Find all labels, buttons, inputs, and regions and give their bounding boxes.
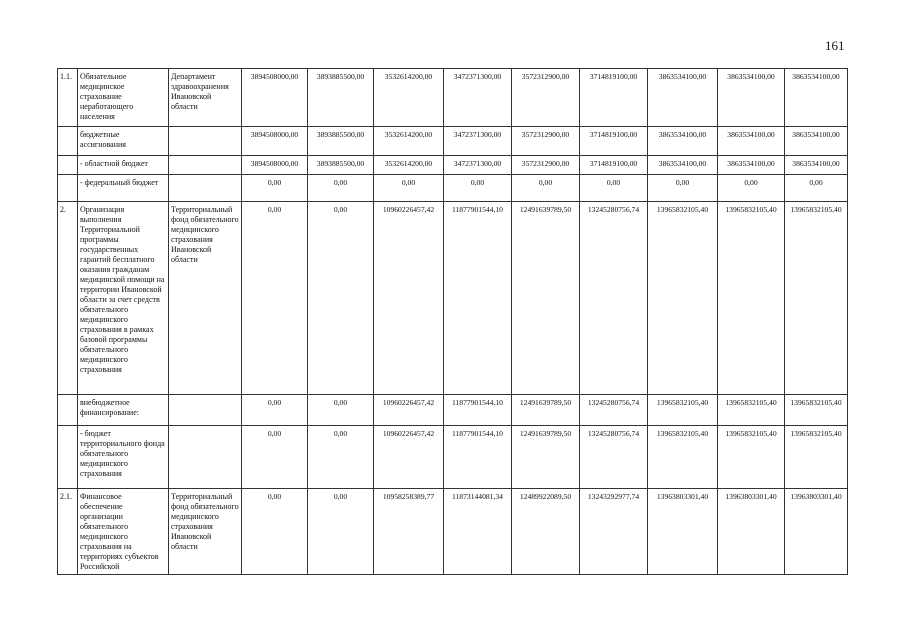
cell-value: 0,00 bbox=[512, 175, 580, 202]
cell-value: 0,00 bbox=[718, 175, 785, 202]
cell-value: 3714819100,00 bbox=[580, 156, 648, 175]
table-row bbox=[58, 69, 848, 127]
row-name: - федеральный бюджет bbox=[78, 175, 169, 202]
cell-value: 13965832105,40 bbox=[718, 202, 785, 395]
cell-value: 0,00 bbox=[648, 175, 718, 202]
cell-value: 11877901544,10 bbox=[444, 395, 512, 426]
cell-value: 3863534100,00 bbox=[785, 156, 848, 175]
row-executor: Департамент здравоохранения Ивановской области bbox=[169, 69, 242, 127]
cell-value: 13965832105,40 bbox=[785, 202, 848, 395]
cell-value: 13965832105,40 bbox=[648, 395, 718, 426]
cell-value: 12491639789,50 bbox=[512, 395, 580, 426]
cell-value: 0,00 bbox=[308, 202, 374, 395]
cell-value: 0,00 bbox=[785, 175, 848, 202]
cell-value: 10960226457,42 bbox=[374, 426, 444, 489]
cell-value: 13965832105,40 bbox=[718, 426, 785, 489]
row-index: 2. bbox=[58, 202, 78, 395]
cell-value: 3532614200,00 bbox=[374, 69, 444, 127]
cell-value: 13245280756,74 bbox=[580, 426, 648, 489]
row-index: 2.1. bbox=[58, 489, 78, 575]
cell-value: 11877901544,10 bbox=[444, 426, 512, 489]
cell-value: 0,00 bbox=[242, 395, 308, 426]
cell-value: 3572312900,00 bbox=[512, 127, 580, 156]
cell-value: 12491639789,50 bbox=[512, 426, 580, 489]
row-name: бюджетные ассигнования bbox=[78, 127, 169, 156]
table-row bbox=[58, 156, 848, 175]
cell-value: 3532614200,00 bbox=[374, 156, 444, 175]
cell-value: 3894508000,00 bbox=[242, 69, 308, 127]
table-row bbox=[58, 175, 848, 202]
cell-value: 10960226457,42 bbox=[374, 395, 444, 426]
cell-value: 3863534100,00 bbox=[648, 127, 718, 156]
row-name: Обязательное медицинское страхование неработающего населения bbox=[78, 69, 169, 127]
cell-value: 12491639789,50 bbox=[512, 202, 580, 395]
cell-value: 0,00 bbox=[242, 489, 308, 575]
row-index bbox=[58, 156, 78, 175]
cell-value: 0,00 bbox=[242, 426, 308, 489]
row-executor bbox=[169, 426, 242, 489]
cell-value: 3572312900,00 bbox=[512, 69, 580, 127]
cell-value: 0,00 bbox=[308, 489, 374, 575]
cell-value: 0,00 bbox=[374, 175, 444, 202]
row-name: внебюджетное финансирование: bbox=[78, 395, 169, 426]
cell-value: 13963803301,40 bbox=[648, 489, 718, 575]
cell-value: 3532614200,00 bbox=[374, 127, 444, 156]
cell-value: 0,00 bbox=[242, 202, 308, 395]
row-index bbox=[58, 127, 78, 156]
cell-value: 13965832105,40 bbox=[785, 395, 848, 426]
cell-value: 10960226457,42 bbox=[374, 202, 444, 395]
cell-value: 13965832105,40 bbox=[648, 426, 718, 489]
row-name: - бюджет территориального фонда обязательного медицинского страхования bbox=[78, 426, 169, 489]
row-executor bbox=[169, 156, 242, 175]
cell-value: 3863534100,00 bbox=[785, 127, 848, 156]
cell-value: 3893885500,00 bbox=[308, 156, 374, 175]
table-row bbox=[58, 489, 848, 575]
cell-value: 3472371300,00 bbox=[444, 127, 512, 156]
cell-value: 0,00 bbox=[308, 426, 374, 489]
cell-value: 0,00 bbox=[308, 395, 374, 426]
cell-value: 3863534100,00 bbox=[718, 127, 785, 156]
cell-value: 0,00 bbox=[444, 175, 512, 202]
cell-value: 3893885500,00 bbox=[308, 69, 374, 127]
row-executor bbox=[169, 127, 242, 156]
cell-value: 13963803301,40 bbox=[718, 489, 785, 575]
row-name: Финансовое обеспечение организации обязательного медицинского страхования на территориях субъектов Российской bbox=[78, 489, 169, 575]
cell-value: 0,00 bbox=[580, 175, 648, 202]
cell-value: 3863534100,00 bbox=[648, 69, 718, 127]
cell-value: 3714819100,00 bbox=[580, 69, 648, 127]
cell-value: 11873144081,34 bbox=[444, 489, 512, 575]
cell-value: 3472371300,00 bbox=[444, 69, 512, 127]
row-executor: Территориальный фонд обязательного медицинского страхования Ивановской области bbox=[169, 202, 242, 395]
cell-value: 13245280756,74 bbox=[580, 202, 648, 395]
cell-value: 3714819100,00 bbox=[580, 127, 648, 156]
cell-value: 12489922089,50 bbox=[512, 489, 580, 575]
row-index bbox=[58, 426, 78, 489]
table-row bbox=[58, 395, 848, 426]
cell-value: 0,00 bbox=[242, 175, 308, 202]
cell-value: 13965832105,40 bbox=[648, 202, 718, 395]
row-executor bbox=[169, 175, 242, 202]
cell-value: 13965832105,40 bbox=[785, 426, 848, 489]
cell-value: 3863534100,00 bbox=[718, 156, 785, 175]
cell-value: 3863534100,00 bbox=[785, 69, 848, 127]
cell-value: 3893885500,00 bbox=[308, 127, 374, 156]
cell-value: 13965832105,40 bbox=[718, 395, 785, 426]
table-row bbox=[58, 202, 848, 395]
cell-value: 3894508000,00 bbox=[242, 156, 308, 175]
page-number: 161 bbox=[825, 38, 845, 53]
cell-value: 3894508000,00 bbox=[242, 127, 308, 156]
cell-value: 13963803301,40 bbox=[785, 489, 848, 575]
table-row bbox=[58, 127, 848, 156]
row-executor bbox=[169, 395, 242, 426]
row-index bbox=[58, 175, 78, 202]
cell-value: 3863534100,00 bbox=[648, 156, 718, 175]
row-name: - областной бюджет bbox=[78, 156, 169, 175]
cell-value: 3572312900,00 bbox=[512, 156, 580, 175]
row-executor: Территориальный фонд обязательного медицинского страхования Ивановской области bbox=[169, 489, 242, 575]
cell-value: 10958258389,77 bbox=[374, 489, 444, 575]
row-index: 1.1. bbox=[58, 69, 78, 127]
row-index bbox=[58, 395, 78, 426]
row-name: Организация выполнения Территориальной программы государственных гарантий бесплатного оказания гражданам медицинской помощи на территории Ивановской области за счет средств обязательного медицинского страхования в рамках базовой программы обязательного медицинского страхования bbox=[78, 202, 169, 395]
budget-table bbox=[57, 68, 848, 575]
cell-value: 3863534100,00 bbox=[718, 69, 785, 127]
table-row bbox=[58, 426, 848, 489]
cell-value: 13243292977,74 bbox=[580, 489, 648, 575]
cell-value: 3472371300,00 bbox=[444, 156, 512, 175]
cell-value: 0,00 bbox=[308, 175, 374, 202]
cell-value: 13245280756,74 bbox=[580, 395, 648, 426]
cell-value: 11877901544,10 bbox=[444, 202, 512, 395]
